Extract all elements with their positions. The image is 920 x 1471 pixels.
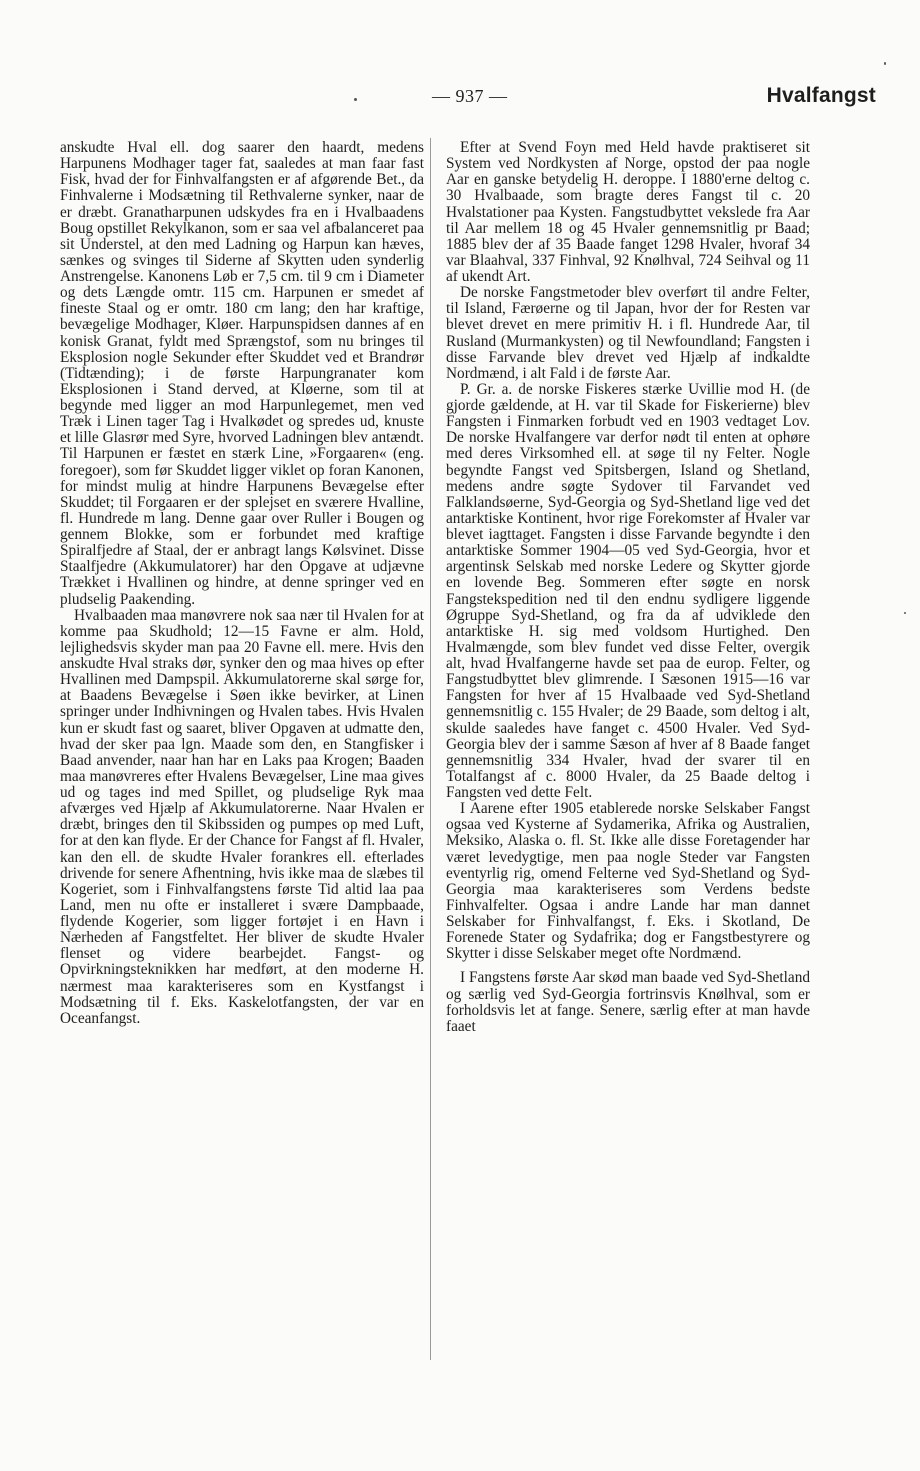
page-number: — 937 — [432,86,508,106]
page-header [40,84,876,114]
right-paragraph-5: I Fangstens første Aar skød man baade ved Syd-Shetland og særlig ved Syd-Georgia fortrinsvis Knølhval, som er forholdsvis let at fange. Senere, særlig efter at man havde faaet [446,969,810,1035]
left-paragraph-2: Hvalbaaden maa manøvrere nok saa nær til Hvalen for at komme paa Skudhold; 12—15 Favne er alm. Hold, lejlighedsvis skyder man paa 20 Favne ell. mere. Hvis den anskudte Hval straks dør, synker den og maa hives op efter Hvallinen med Dampspil. Akkumulatorerne skal sørge for, at Baadens Bevægelse i Søen ikke bevirker, at Linen springer under Indhivningen og Hvalen tabes. Hvis Hvalen kun er skudt fast og saaret, bliver Opgaven at udmatte den, hvad der sker paa lgn. Maade som den, en Stangfisker i Baad anvender, naar han har en Laks paa Krogen; Baaden maa manøvreres efter Hvalens Bevægelser, Line maa gives ud og tages ind med Spillet, og pludselige Ryk maa afværges ved Hjælp af Akkumulatorerne. Naar Hvalen er dræbt, bringes den til Skibssiden og pumpes op med Luft, for at den kan flyde. Er der Chance for Fangst af fl. Hvaler, kan den ell. de skudte Hvaler forankres ell. efterlades drivende for senere Afhentning, hvis ikke maa de slæbes til Kogeriet, som i Finhvalfangstens første Tid altid laa paa Land, men nu ofte er installeret i svære Dampbaade, flydende Kogerier, som ligger fortøjet i en Havn i Nærheden af Fangstfeltet. Her bliver de skudte Hvaler flenset og videre bearbejdet. Fangst- og Opvirkningsteknikken har medført, at den moderne H. nærmest maa karakteriseres som en Kystfangst i Modsætning til f. Eks. Kaskelotfangsten, der var en Oceanfangst. [60,606,424,1027]
running-head: Hvalfangst [766,84,876,107]
right-paragraph-4: I Aarene efter 1905 etablerede norske Selskaber Fangst ogsaa ved Kysterne af Sydamerika, Afrika og Australien, Meksiko, Alaska o. fl. St. Ikke alle disse Foretagender har været levedygtige, men paa nogle Steder var Fangsten eventyrlig rig, omend Felterne ved Syd-Shetland og Syd-Georgia maa karakteriseres som Verdens bedste Finhvalfelter. Ogsaa i andre Lande har man dannet Selskaber for Finhvalfangst, f. Eks. i Skotland, De Forenede Stater og Sydafrika; dog er Fangstbestyrere og Skytter i disse Selskaber meget ofte Nordmænd. [446,800,810,963]
scan-speck [354,98,357,101]
left-column [60,140,424,1027]
column-divider [430,138,431,1360]
left-paragraph-1: anskudte Hval ell. dog saarer den haardt, medens Harpunens Modhager tager fat, saaledes at man faar fast Fisk, hvad der for Finhvalfangsten er af afgørende Bet., da Finhvalerne i Modsætning til Rethvalerne synker, naar de er dræbt. Granatharpunen udskydes fra en i Hvalbaadens Boug opstillet Rekylkanon, som er saa vel afbalanceret paa sit Understel, at den med Ladning og Harpun kan hæves, sænkes og svinges til Siderne af Skytten uden synderlig Anstrengelse. Kanonens Løb er 7,5 cm. til 9 cm i Diameter og dets Længde omtr. 115 cm. Harpunen er smedet af fineste Staal og er omtr. 180 cm lang; den har kraftige, bevægelige Modhager, Kløer. Harpunspidsen dannes af en konisk Granat, fyldt med Sprængstof, som nu bringes til Eksplosion nogle Sekunder efter Skuddet ved et Brandrør (Tidtænding); i de første Harpungranater kom Eksplosionen i Stand derved, at Kløerne, som til at begynde med ligger an mod Harpunlegemet, men ved Træk i Linen tager Tag i Hvalkødet og spredes ud, knuste et lille Glasrør med Syre, hvorved Ladningen blev antændt. Til Harpunen er fæstet en stærk Line, »Forgaaren« (eng. foregoer), som før Skuddet ligger viklet op foran Kanonen, for mindst mulig at hindre Harpunens Bevægelse efter Skuddet; til Forgaaren er der splejset en sværere Hvalline, fl. Hundrede m lang. Denne gaar over Ruller i Bougen og gennem Blokke, som er forbundet med kraftige Spiralfjedre af Staal, der er anbragt langs Kølsvinet. Disse Staalfjedre (Akkumulatorer) har den Opgave at udjævne Trækket i Hvallinen og hindre, at denne springer ved en pludselig Paakending. [60,139,424,608]
right-column [446,140,810,1035]
right-paragraph-3: P. Gr. a. de norske Fiskeres stærke Uvillie mod H. (de gjorde gældende, at H. var til Skade for Fiskerierne) blev Fangsten i Finmarken forbudt ved en 1903 vedtaget Lov. De norske Hvalfangere var derfor nødt til enten at ophøre med deres Virksomhed ell. at søge til ny Felter. Nogle begyndte Fangst ved Spitsbergen, Island og Shetland, medens andre søgte Sydover til Farvandet ved Falklandsøerne, Syd-Georgia og Syd-Shetland lige ved det antarktiske Kontinent, hvor rige Forekomster af Hvaler var blevet iagttaget. Fangsten i disse Farvande begyndte i den antarktiske Sommer 1904—05 ved Syd-Georgia, hvor et argentinsk Selskab med norske Ledere og Skytter gjorde en lovende Beg. Sommeren efter søgte en norsk Fangstekspedition ned til den endnu sydligere liggende Øgruppe Syd-Shetland, og fra da af udviklede den antarktiske H. sig med voldsom Hurtighed. Den Hvalmængde, som blev fundet ved disse Felter, overgik alt, hvad Hvalfangerne havde set paa de europ. Felter, og Fangstudbyttet blev glimrende. I Sæsonen 1915—16 var Fangsten for hver af 15 Hvalbaade ved Syd-Shetland gennemsnitlig c. 155 Hvaler; de 29 Baade, som deltog i alt, skulde saaledes have fanget c. 4500 Hvaler. Ved Syd-Georgia blev der i samme Sæson af hver af 8 Baade fanget gennemsnitlig 334 Hvaler, hvad der svarer til en Totalfangst af c. 8000 Hvaler, da 25 Baade deltog i Fangsten ved dette Felt. [446,380,810,801]
right-paragraph-2: De norske Fangstmetoder blev overført til andre Felter, til Island, Færøerne og til Japan, hvor der for Resten var blevet drevet en mere primitiv H. i fl. Hundrede Aar, til Rusland (Murmankysten) og til Newfoundland; Fangsten i disse Farvande blev drevet ved Hjælp af indkaldte Nordmænd, i alt Fald i de første Aar. [446,284,810,382]
right-paragraph-1: Efter at Svend Foyn med Held havde praktiseret sit System ved Nordkysten af Norge, opstod der paa nogle Aar en ganske betydelig H. deroppe. I 1880'erne deltog c. 30 Hvalbaade, som bragte deres Fangst til c. 20 Hvalstationer paa Kysten. Fangstudbyttet vekslede fra Aar til Aar mellem 18 og 45 Hvaler gennemsnitlig pr Baad; 1885 blev der af 35 Baade fanget 1298 Hvaler, hvoraf 34 var Blaahval, 337 Finhval, 92 Knølhval, 724 Seihval og 11 af ukendt Art. [446,139,810,285]
scan-speck [884,62,886,65]
scan-speck [904,612,906,614]
